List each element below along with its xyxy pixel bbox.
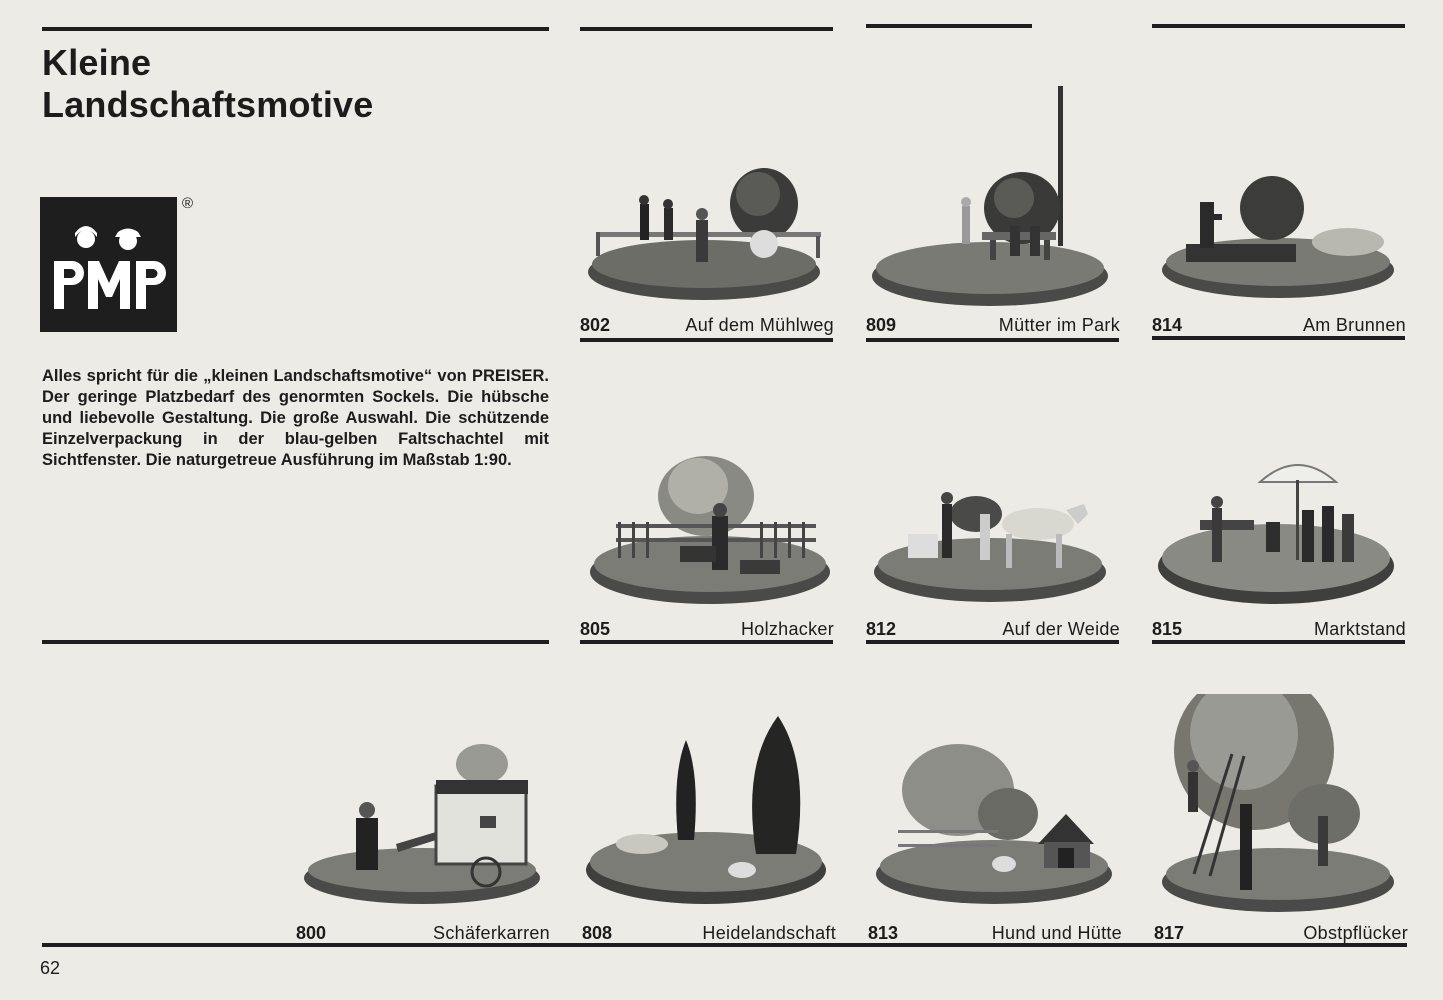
product-photo [580,390,834,612]
product-813 [868,694,1122,954]
rule-top-left [42,27,549,31]
product-name: Auf der Weide [1002,619,1120,639]
product-number: 809 [866,315,897,335]
product-809 [866,86,1120,346]
product-photo [582,694,836,916]
product-805 [580,390,834,650]
product-number: 802 [580,315,611,335]
product-photo [1154,694,1408,916]
rule-bottom [42,943,1407,947]
registered-mark: ® [182,195,194,212]
product-number: 813 [868,923,899,943]
product-name: Marktstand [1313,619,1406,639]
product-number: 800 [296,923,327,943]
product-number: 815 [1152,619,1183,639]
product-name: Auf dem Mühlweg [685,315,834,335]
product-number: 805 [580,619,611,639]
page-number: 62 [40,958,61,978]
product-name: Holzhacker [740,619,834,639]
product-photo [866,390,1120,612]
title-line-2: Landschaftsmotive [42,84,374,125]
product-815 [1152,390,1406,650]
rule-mid-left [42,640,549,644]
product-name: Heidelandschaft [702,923,836,943]
product-photo [868,694,1122,916]
product-photo [1152,86,1406,308]
product-name: Hund und Hütte [991,923,1122,943]
rule-top-col1 [580,27,833,31]
title-line-1: Kleine [42,42,152,83]
product-photo [866,86,1120,308]
product-number: 814 [1152,315,1183,335]
product-800 [296,694,550,954]
product-817 [1154,694,1408,954]
product-name: Schäferkarren [433,923,550,943]
rule-top-col3 [1152,24,1405,28]
rule-805 [580,640,833,644]
rule-top-col2 [866,24,1032,28]
product-number: 812 [866,619,897,639]
rule-802 [580,338,833,342]
product-number: 817 [1154,923,1185,943]
product-name: Obstpflücker [1303,923,1408,943]
product-name: Mütter im Park [998,315,1120,335]
rule-809 [866,338,1119,342]
intro-text: Alles spricht für die „kleinen Landschaftsmotive“ von PREISER. Der geringe Platzbedarf des genormten Sockels. Die hübsche und liebevolle Gestaltung. Die große Auswahl. Die schützende Einzelverpackung in der blau-gelben Faltschachtel mit Sichtfenster. Die naturgetreue Ausführung im Maßstab 1:90. [42,367,549,469]
product-photo [580,86,834,308]
rule-814 [1152,336,1405,340]
product-812 [866,390,1120,650]
page-title [42,42,373,126]
pmp-logo [40,197,177,332]
product-814 [1152,86,1406,346]
rule-815 [1152,640,1405,644]
product-number: 808 [582,923,613,943]
rule-812 [866,640,1119,644]
product-name: Am Brunnen [1302,315,1406,335]
product-802 [580,86,834,346]
product-photo [1152,390,1406,612]
product-808 [582,694,836,954]
product-photo [296,694,550,916]
